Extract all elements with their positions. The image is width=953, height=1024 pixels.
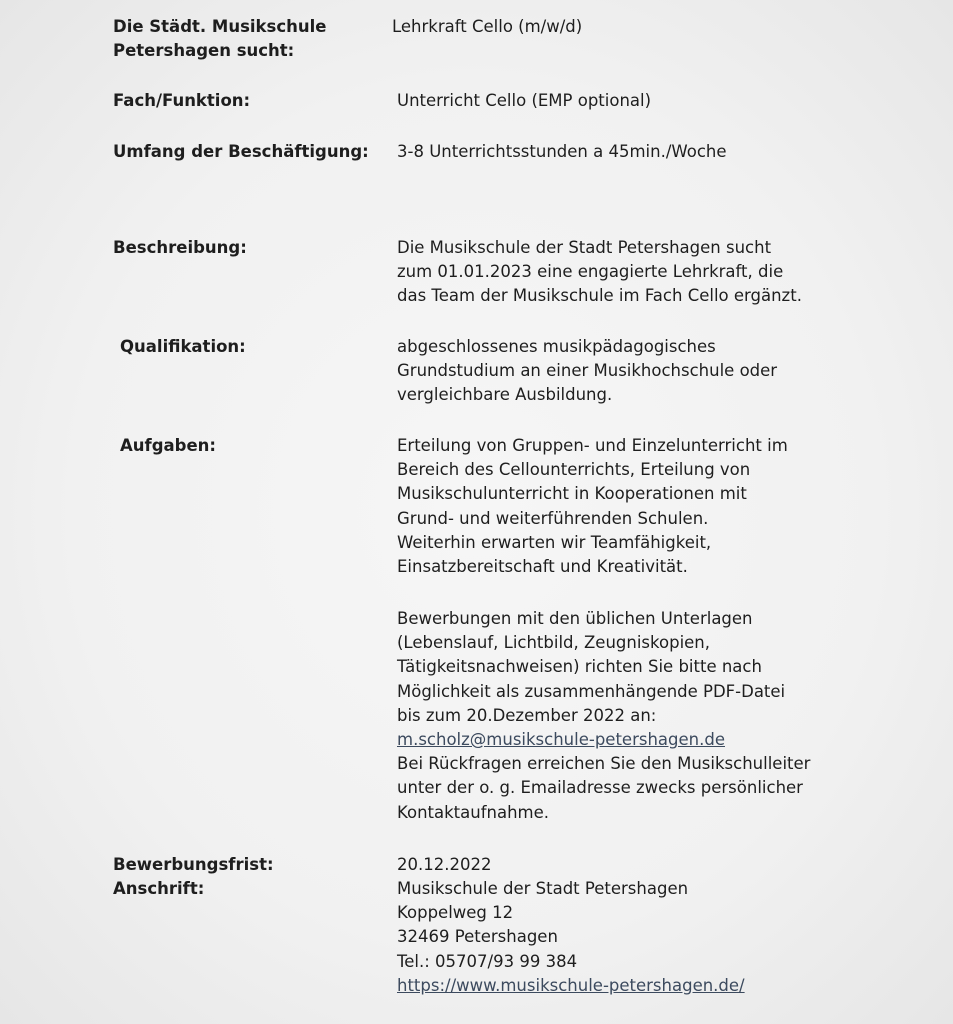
description-line: das Team der Musikschule im Fach Cello ergänzt. — [397, 286, 802, 306]
tasks-label: Aufgaben: — [120, 436, 216, 455]
subject-value: Unterricht Cello (EMP optional) — [397, 91, 652, 110]
contact-line: unter der o. g. Emailadresse zwecks persönlicher — [397, 778, 803, 798]
description-line: zum 01.01.2023 eine engagierte Lehrkraft, die — [397, 262, 784, 282]
tasks-line: Bereich des Cellounterrichts, Erteilung von — [397, 460, 751, 480]
contact-line: Kontaktaufnahme. — [397, 802, 550, 822]
description-text — [397, 236, 802, 309]
tasks-line: Grund- und weiterführenden Schulen. — [397, 508, 709, 528]
application-line: (Lebenslauf, Lichtbild, Zeugniskopien, — [397, 633, 711, 653]
description-label: Beschreibung: — [113, 238, 247, 257]
address-text — [397, 877, 745, 998]
qualification-line: vergleichbare Ausbildung. — [397, 385, 613, 405]
scope-label: Umfang der Beschäftigung: — [113, 142, 369, 161]
scope-value: 3-8 Unterrichtsstunden a 45min./Woche — [397, 142, 727, 161]
website-link[interactable]: https://www.musikschule-petershagen.de/ — [397, 975, 745, 995]
address-label: Anschrift: — [113, 879, 205, 898]
application-line: Bewerbungen mit den üblichen Unterlagen — [397, 609, 753, 628]
school-label-line: Die Städt. Musikschule — [113, 17, 327, 36]
subject-label: Fach/Funktion: — [113, 91, 251, 110]
application-line: Tätigkeitsnachweisen) richten Sie bitte nach — [397, 657, 762, 677]
application-line: bis zum 20.Dezember 2022 an: — [397, 705, 657, 725]
address-line: Koppelweg 12 — [397, 903, 514, 923]
qualification-line: abgeschlossenes musikpädagogisches — [397, 337, 716, 356]
tasks-text — [397, 434, 788, 579]
qualification-label: Qualifikation: — [120, 337, 246, 356]
address-line: 32469 Petershagen — [397, 927, 558, 947]
description-line: Die Musikschule der Stadt Petershagen sucht — [397, 238, 772, 257]
school-label-line: Petershagen sucht: — [113, 41, 295, 61]
school-label — [113, 15, 326, 63]
position-title: Lehrkraft Cello (m/w/d) — [392, 17, 583, 36]
deadline-label: Bewerbungsfrist: — [113, 855, 274, 874]
email-link[interactable]: m.scholz@musikschule-petershagen.de — [397, 729, 725, 749]
tasks-line: Weiterhin erwarten wir Teamfähigkeit, — [397, 532, 712, 552]
contact-line: Bei Rückfragen erreichen Sie den Musikschulleiter — [397, 754, 811, 774]
application-line: Möglichkeit als zusammenhängende PDF-Datei — [397, 681, 786, 701]
qualification-line: Grundstudium an einer Musikhochschule oder — [397, 361, 778, 381]
tasks-line: Einsatzbereitschaft und Kreativität. — [397, 556, 688, 576]
address-line: Musikschule der Stadt Petershagen — [397, 879, 689, 898]
deadline-value: 20.12.2022 — [397, 855, 492, 874]
tasks-line: Erteilung von Gruppen- und Einzelunterricht im — [397, 436, 788, 455]
address-line: Tel.: 05707/93 99 384 — [397, 951, 578, 971]
qualification-text — [397, 335, 777, 408]
tasks-line: Musikschulunterricht in Kooperationen mit — [397, 484, 747, 504]
application-text — [397, 607, 810, 825]
